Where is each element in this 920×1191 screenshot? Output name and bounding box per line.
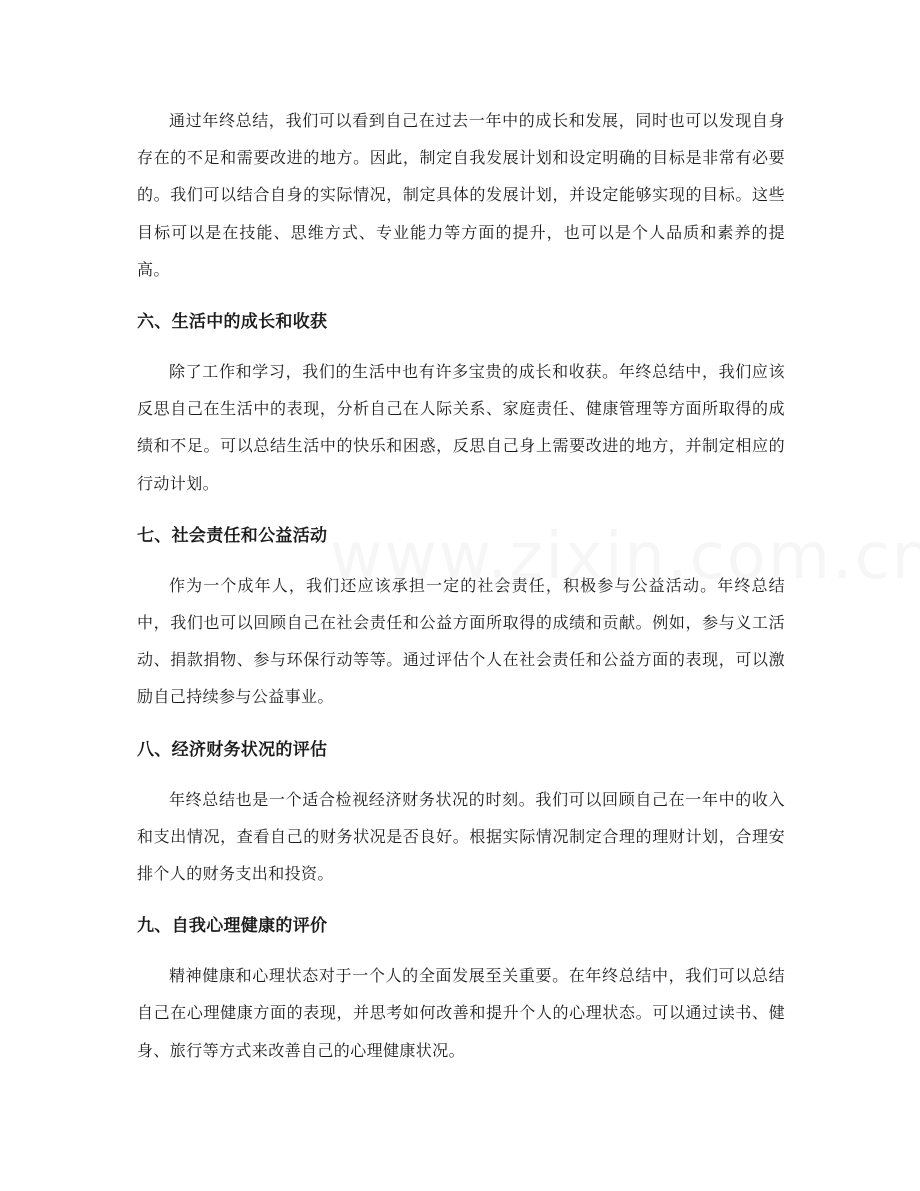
paragraph-life-growth: 除了工作和学习，我们的生活中也有许多宝贵的成长和收获。年终总结中，我们应该反思自己在生活中的表现，分析自己在人际关系、家庭责任、健康管理等方面所取得的成绩和不足。可以总结生活中的快乐和困惑，反思自己身上需要改进的地方，并制定相应的行动计划。 [137, 362, 785, 493]
heading-mental-health: 九、自我心理健康的评价 [137, 916, 328, 937]
heading-life-growth: 六、生活中的成长和收获 [137, 312, 328, 333]
document-page [137, 102, 785, 1069]
paragraph-self-development: 通过年终总结，我们可以看到自己在过去一年中的成长和发展，同时也可以发现自身存在的不足和需要改进的地方。因此，制定自我发展计划和设定明确的目标是非常有必要的。我们可以结合自身的实际情况，制定具体的发展计划，并设定能够实现的目标。这些目标可以是在技能、思维方式、专业能力等方面的提升，也可以是个人品质和素养的提高。 [137, 111, 785, 279]
paragraph-social-responsibility: 作为一个成年人，我们还应该承担一定的社会责任，积极参与公益活动。年终总结中，我们也可以回顾自己在社会责任和公益方面所取得的成绩和贡献。例如，参与义工活动、捐款捐物、参与环保行动等等。通过评估个人在社会责任和公益方面的表现，可以激励自己持续参与公益事业。 [137, 575, 785, 707]
paragraph-mental-health: 精神健康和心理状态对于一个人的全面发展至关重要。在年终总结中，我们可以总结自己在心理健康方面的表现，并思考如何改善和提升个人的心理状态。可以通过读书、健身、旅行等方式来改善自己的心理健康状况。 [137, 966, 785, 1060]
paragraph-financial-status: 年终总结也是一个适合检视经济财务状况的时刻。我们可以回顾自己在一年中的收入和支出情况，查看自己的财务状况是否良好。根据实际情况制定合理的理财计划，合理安排个人的财务支出和投资。 [137, 789, 785, 884]
heading-social-responsibility: 七、社会责任和公益活动 [137, 525, 328, 546]
heading-financial-status: 八、经济财务状况的评估 [137, 739, 328, 760]
